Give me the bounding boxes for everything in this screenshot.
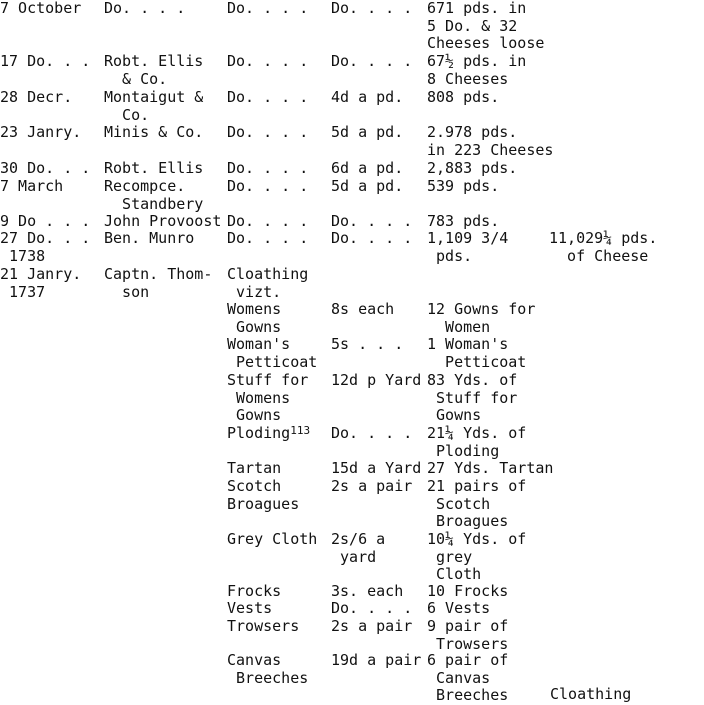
row-price: Do. . . .: [331, 424, 413, 442]
row-quantity: 67½ pds. in 8 Cheeses: [427, 52, 527, 88]
row-quantity: 27 Yds. Tartan: [427, 459, 554, 477]
row-quantity: 2,883 pds.: [427, 159, 518, 177]
row-goods: Do. . . .: [227, 123, 309, 141]
row-quantity: 10 Frocks: [427, 582, 509, 600]
row-price: 12d p Yard: [331, 371, 422, 389]
row-price: 8s each: [331, 300, 395, 318]
footnote-number: 113: [290, 424, 311, 437]
row-goods: Do. . . .: [227, 52, 309, 70]
row-price: 2s a pair: [331, 477, 413, 495]
row-goods: Grey Cloth: [227, 530, 318, 548]
row-quantity: 671 pds. in 5 Do. & 32 Cheeses loose: [427, 0, 545, 52]
row-price: Do. . . .: [331, 599, 413, 617]
row-name: Captn. Thom- son: [104, 265, 213, 301]
row-date: 17 Do. . .: [0, 52, 91, 70]
row-price: Do. . . .: [331, 212, 413, 230]
row-date: 27 Do. . . 1738: [0, 229, 91, 265]
row-goods: Do. . . .: [227, 177, 309, 195]
row-date: 28 Decr.: [0, 88, 73, 106]
row-price: 19d a pair: [331, 651, 422, 669]
row-goods: [227, 425, 310, 443]
row-date: 21 Janry. 1737: [0, 265, 82, 301]
row-goods: Vests: [227, 599, 273, 617]
row-goods: Scotch Broagues: [227, 477, 300, 513]
row-price: 2s/6 a yard: [331, 530, 386, 566]
row-quantity: 12 Gowns for Women: [427, 300, 536, 336]
row-quantity: 21¼ Yds. of Ploding: [427, 424, 527, 460]
goods-text: Ploding: [227, 424, 291, 442]
row-goods: Frocks: [227, 582, 282, 600]
row-goods: Trowsers: [227, 617, 300, 635]
row-price: Do. . . .: [331, 0, 413, 17]
row-price: Do. . . .: [331, 52, 413, 70]
row-name: Recompce. Standbery: [104, 177, 204, 213]
row-price: 2s a pair: [331, 617, 413, 635]
row-quantity: 539 pds.: [427, 177, 500, 195]
row-goods: Do. . . .: [227, 0, 309, 17]
row-quantity: 21 pairs of Scotch Broagues: [427, 477, 527, 530]
row-name: Minis & Co.: [104, 123, 204, 141]
row-quantity: 9 pair of Trowsers: [427, 617, 509, 653]
row-goods: Do. . . .: [227, 88, 309, 106]
row-price: 3s. each: [331, 582, 404, 600]
row-goods: Stuff for Womens Gowns: [227, 371, 309, 424]
row-name: John Provoost: [104, 212, 222, 230]
row-quantity: 10¼ Yds. of grey Cloth: [427, 530, 527, 583]
row-goods: Canvas Breeches: [227, 651, 309, 687]
row-quantity: 6 Vests: [427, 599, 491, 617]
cloathing-total-label: Cloathing: [550, 685, 632, 703]
row-price: 5s . . .: [331, 335, 404, 353]
row-date: 23 Janry.: [0, 123, 82, 141]
row-quantity: 1 Woman's Petticoat: [427, 335, 527, 371]
row-date: 9 Do . . .: [0, 212, 91, 230]
row-name: Do. . . .: [104, 0, 186, 17]
row-name: Robt. Ellis: [104, 159, 204, 177]
row-price: Do. . . .: [331, 229, 413, 247]
row-goods: Tartan: [227, 459, 282, 477]
row-price: 5d a pd.: [331, 123, 404, 141]
row-goods: Woman's Petticoat: [227, 335, 318, 371]
row-quantity: 2.978 pds. in 223 Cheeses: [427, 123, 554, 159]
row-name: Robt. Ellis & Co.: [104, 52, 204, 88]
row-goods: Womens Gowns: [227, 300, 282, 336]
row-quantity: 783 pds.: [427, 212, 500, 230]
row-goods: Do. . . .: [227, 229, 309, 247]
row-goods: Do. . . .: [227, 212, 309, 230]
row-quantity: 808 pds.: [427, 88, 500, 106]
row-goods: Cloathing vizt.: [227, 265, 309, 301]
row-name: Montaigut & Co.: [104, 88, 204, 124]
row-date: 7 March: [0, 177, 64, 195]
row-name: Ben. Munro: [104, 229, 195, 247]
row-quantity: 83 Yds. of Stuff for Gowns: [427, 371, 518, 424]
row-date: 30 Do. . .: [0, 159, 91, 177]
row-price: 5d a pd.: [331, 177, 404, 195]
row-total: 11,029¼ pds. of Cheese: [549, 229, 658, 265]
row-goods: Do. . . .: [227, 159, 309, 177]
row-price: 15d a Yard: [331, 459, 422, 477]
row-quantity: 6 pair of Canvas Breeches: [427, 651, 509, 704]
row-date: 7 October: [0, 0, 82, 17]
row-price: 6d a pd.: [331, 159, 404, 177]
row-quantity: 1,109 3/4 pds.: [427, 229, 509, 265]
row-price: 4d a pd.: [331, 88, 404, 106]
